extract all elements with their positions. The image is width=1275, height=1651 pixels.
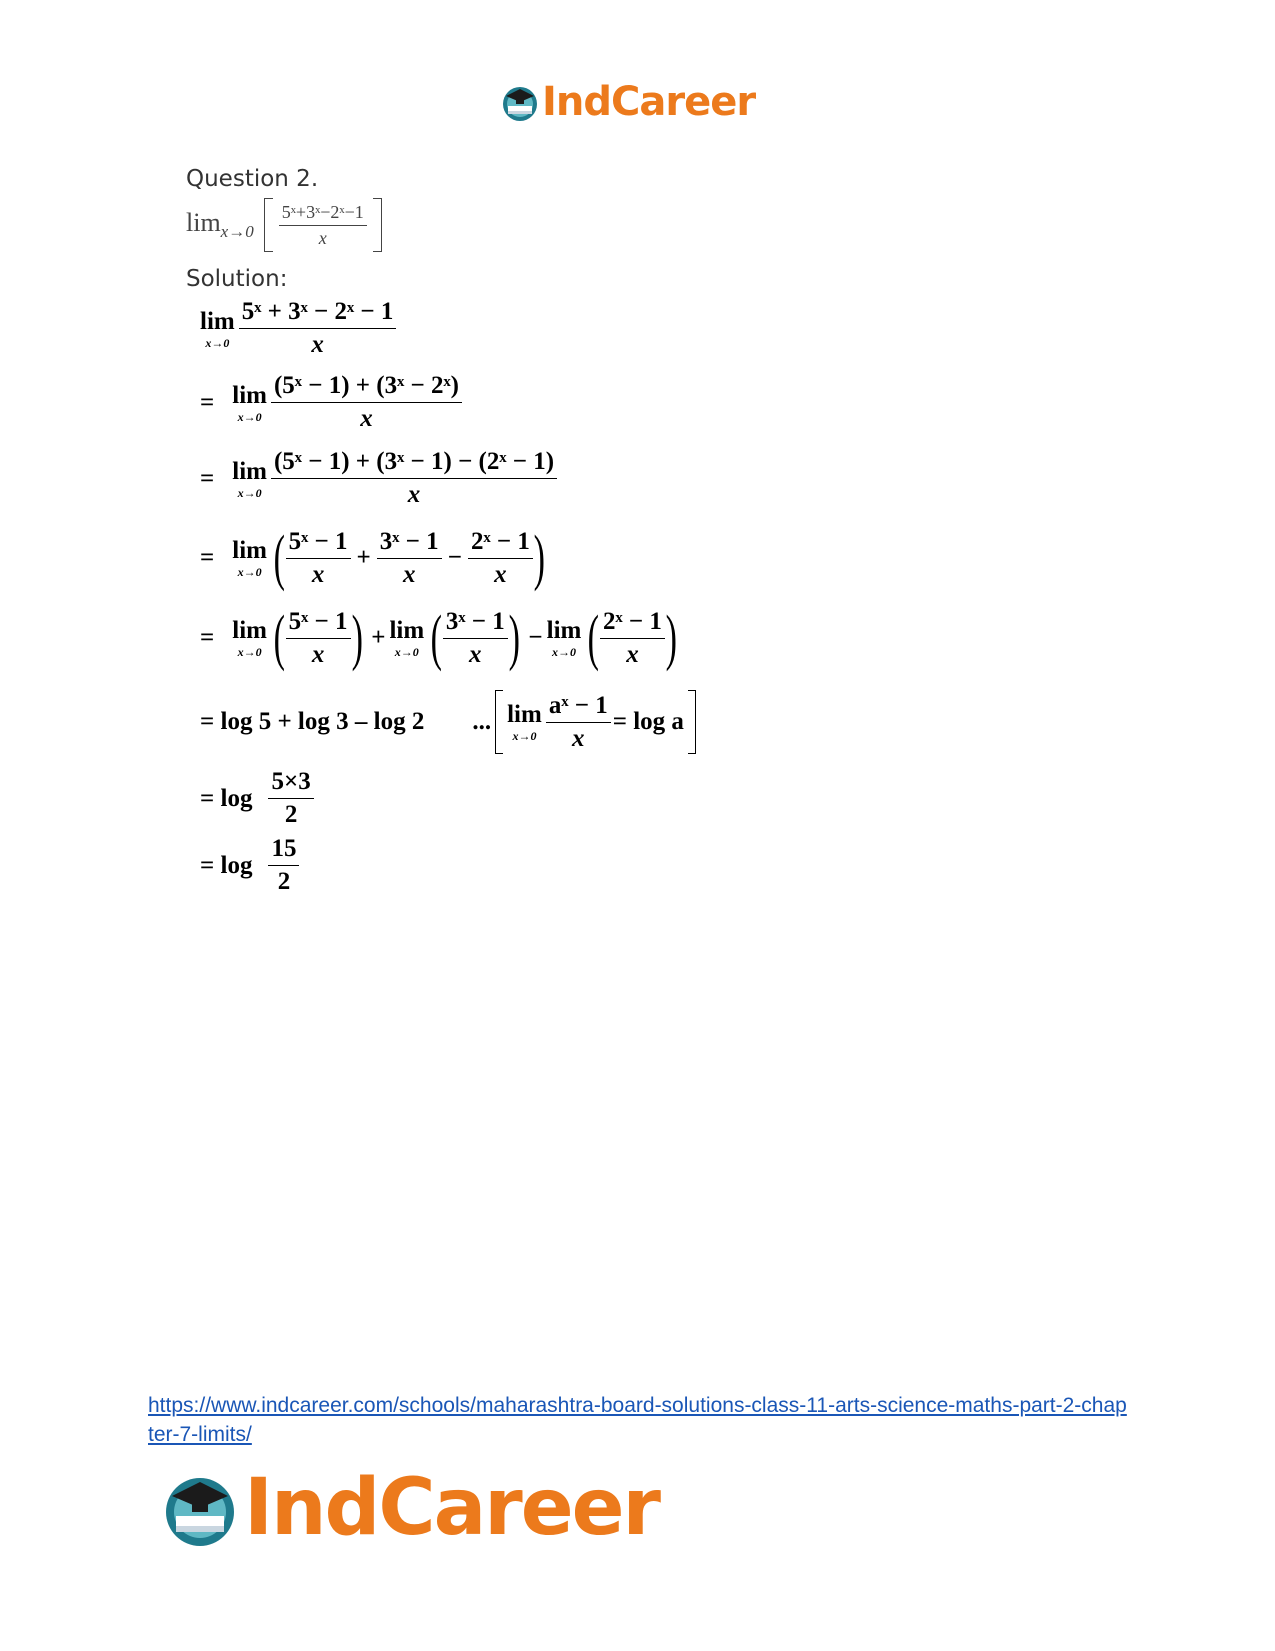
- solution-step-5: = lim x→0 ( $\frac{\text{5ˣ − 1}}{x}$ ) + lim x→0 ( $\frac{\text{3ˣ − 1}}{x}$ ) − lim x→0 ( $\frac{\text{2ˣ − 1}}{x}$ ): [200, 604, 677, 672]
- source-url-link[interactable]: https://www.indcareer.com/schools/maharashtra-board-solutions-class-11-arts-science-maths-part-2-chapter-7-limits/: [148, 1394, 1127, 1446]
- solution-step-4: = lim x→0 ( $\frac{\text{5ˣ − 1}}{x}$ + $\frac{\text{3ˣ − 1}}{x}$ − $\frac{\text{2ˣ − 1}}{x}$ ): [200, 524, 545, 592]
- question-label: Question 2.: [186, 166, 319, 192]
- brand-name: IndCareer: [542, 79, 756, 125]
- brand-name: IndCareer: [244, 1463, 659, 1553]
- solution-step-3: = lim x→0 $\frac{\text{(5ˣ − 1) + (3ˣ − 1) − (2ˣ − 1)}}{x}$: [200, 448, 559, 509]
- solution-step-6: = log 5 + log 3 – log 2 ... lim x→0 $\frac{\text{aˣ − 1}}{x}$ = log a: [200, 690, 696, 754]
- solution-label: Solution:: [186, 266, 288, 292]
- question-fraction: [279, 202, 367, 249]
- question-expression: [186, 198, 382, 252]
- indcareer-logo-top: [500, 80, 755, 124]
- solution-step-8: = log $\frac{15}{2}$: [200, 835, 301, 896]
- indcareer-logo-bottom: [160, 1463, 659, 1553]
- graduation-globe-icon: [160, 1468, 240, 1548]
- question-numerator: 5ˣ+3ˣ−2ˣ−1: [279, 202, 367, 226]
- question-denominator: x: [318, 227, 327, 248]
- right-bracket: [373, 198, 382, 252]
- solution-step-1: lim x→0 $\frac{\text{5ˣ + 3ˣ − 2ˣ − 1}}{x}$: [200, 298, 398, 359]
- left-bracket: [264, 198, 273, 252]
- solution-step-2: = lim x→0 $\frac{\text{(5ˣ − 1) + (3ˣ − 2ˣ)}}{x}$: [200, 372, 464, 433]
- question-limit: $\lim_{x\to 0}$: [186, 207, 254, 242]
- solution-step-7: = log $\frac{5\times 3}{2}$: [200, 768, 316, 829]
- graduation-globe-icon: [500, 82, 540, 122]
